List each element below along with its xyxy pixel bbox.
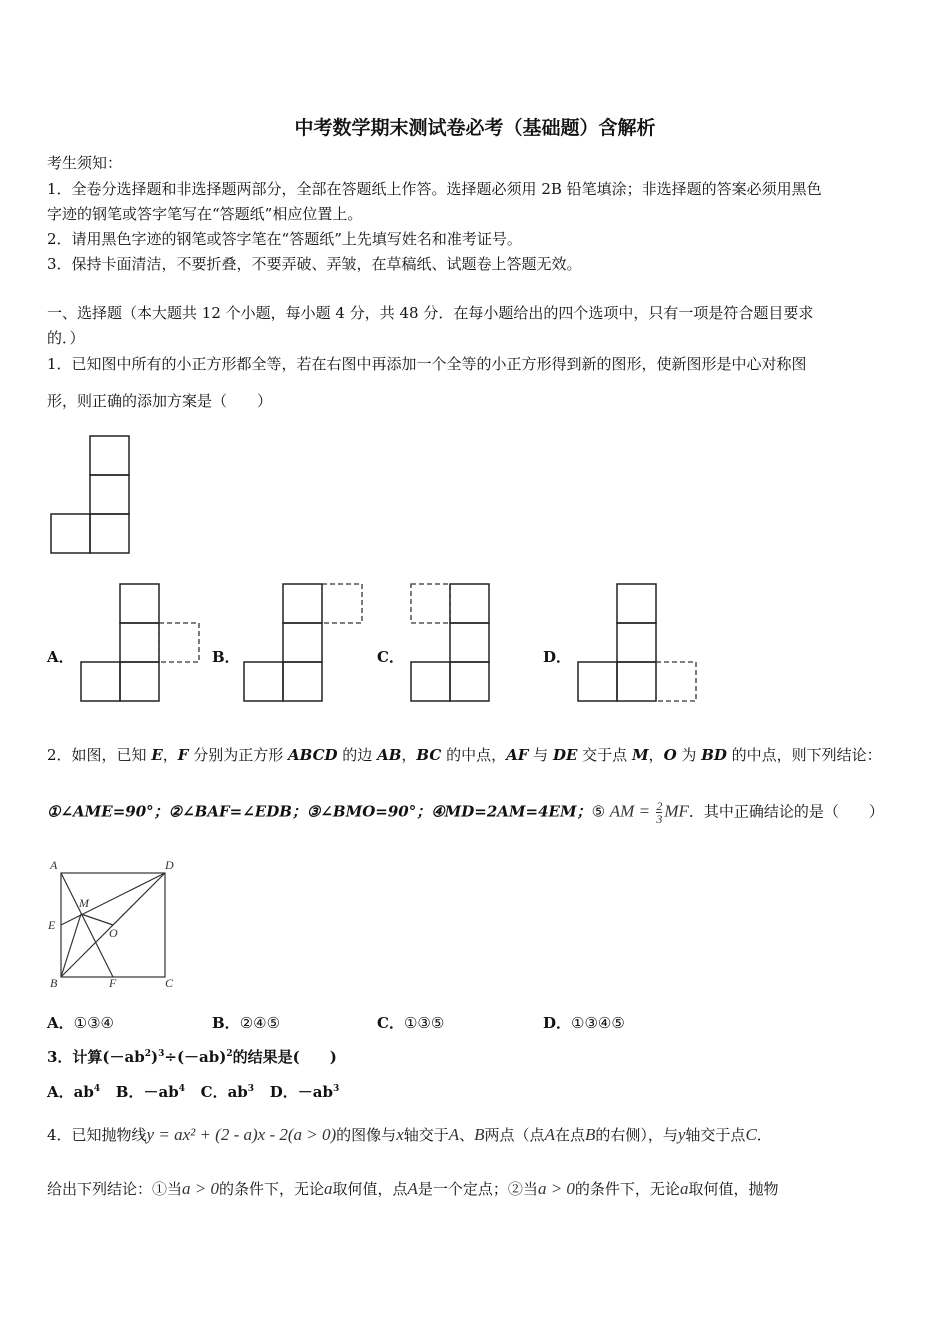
point-b-label: B [50, 976, 58, 990]
notice-line-3: 3．保持卡面清洁，不要折叠，不要弄破、弄皱，在草稿纸、试题卷上答题无效。 [47, 255, 582, 273]
q2-option-a[interactable]: A．①③④ [47, 1014, 114, 1032]
q1-option-a-figure[interactable] [80, 583, 202, 705]
q1-option-a-label[interactable]: A． [47, 648, 74, 666]
notice-line-2: 2．请用黑色字迹的钢笔或答字笔在“答题纸”上先填写姓名和准考证号。 [47, 230, 522, 248]
page-title: 中考数学期末测试卷必考（基础题）含解析 [294, 117, 656, 139]
q3-options [47, 1081, 339, 1102]
q2-option-c[interactable]: C．①③⑤ [377, 1014, 445, 1032]
q1-main-figure [50, 435, 130, 555]
q3-option-d[interactable]: D．$-ab^3$ [269, 1083, 340, 1101]
q2-conclusion-2: ②∠BAF=∠EDB； [168, 802, 307, 821]
q1-option-d-figure[interactable] [577, 583, 699, 705]
section-heading-a: 一、选择题（本大题共 12 个小题，每小题 4 分，共 48 分．在每小题给出的四个选项中，只有一项是符合题目要求 [47, 304, 814, 322]
q4-stem-line-1: 4．已知抛物线y = ax² + (2 - a)x - 2(a > 0)的图像与x轴交于A、B两点（点A在点B的右侧），与y轴交于点C． [47, 1125, 772, 1144]
q1-line-1: 1．已知图中所有的小正方形都全等，若在右图中再添加一个全等的小正方形得到新的图形，使新图形是中心对称图 [47, 355, 807, 373]
q3-option-b[interactable]: B．$-ab^4$ [115, 1083, 185, 1101]
point-c-label: C [165, 976, 174, 990]
q2-conclusion-1: ①∠AME=90°； [47, 802, 169, 821]
q2-conclusion-5: ⑤ [591, 802, 606, 821]
notice-line-1a: 1．全卷分选择题和非选择题两部分，全部在答题纸上作答。选择题必须用 2B 铅笔填涂；非选择题的答案必须用黑色 [47, 180, 822, 198]
point-d-label: D [165, 858, 174, 872]
point-m-label: M [79, 896, 89, 910]
q2-conclusion-3: ③∠BMO=90°； [306, 802, 432, 821]
q4-formula: y = ax² + (2 - a)x - 2(a > 0) [146, 1125, 337, 1144]
section-heading-b: 的．） [47, 329, 85, 347]
q1-line-2: 形，则正确的添加方案是（ ） [47, 392, 273, 410]
q3-option-c[interactable]: C．$ab^3$ [200, 1083, 255, 1101]
q2-conclusion-4: ④MD=2AM=4EM； [431, 802, 592, 821]
q2-stem-line-1: 2．如图，已知 E，F 分别为正方形 ABCD 的边 AB，BC 的中点，AF 与 DE 交于点 M，O 为 BD 的中点，则下列结论： [47, 746, 882, 764]
notice-line-1b: 字迹的钢笔或答字笔写在“答题纸”相应位置上。 [47, 205, 363, 223]
q1-option-b-label[interactable]: B． [212, 648, 240, 666]
q4-stem-line-2: 给出下列结论：①当a > 0的条件下，无论a取何值，点A是一个定点；②当a > 0的条件下，无论a取何值，抛物 [47, 1179, 779, 1198]
q3-stem: 3．计算$(-ab^2)^3\div(-ab)^2$的结果是( ) [47, 1048, 337, 1066]
q2-option-d[interactable]: D．①③④⑤ [543, 1014, 625, 1032]
q2-conclusions: ①∠AME=90°；②∠BAF=∠EDB；③∠BMO=90°；④MD=2AM=4EM；⑤ AM = $\frac{2}{3}$ MF．其中正确结论的是（ ） [47, 799, 884, 826]
q1-option-c-label[interactable]: C． [377, 648, 404, 666]
notice-heading: 考生须知： [47, 154, 123, 172]
point-e-label: E [48, 918, 56, 932]
q1-option-c-figure[interactable] [410, 583, 532, 705]
point-f-label: F [109, 976, 117, 990]
q1-option-d-label[interactable]: D． [543, 648, 572, 666]
q1-option-b-figure[interactable] [243, 583, 365, 705]
point-o-label: O [109, 926, 118, 940]
q3-option-a[interactable]: A．$ab^4$ [47, 1083, 101, 1101]
point-a-label: A [50, 858, 58, 872]
q2-option-b[interactable]: B．②④⑤ [212, 1014, 281, 1032]
q2-square-figure [45, 857, 180, 992]
